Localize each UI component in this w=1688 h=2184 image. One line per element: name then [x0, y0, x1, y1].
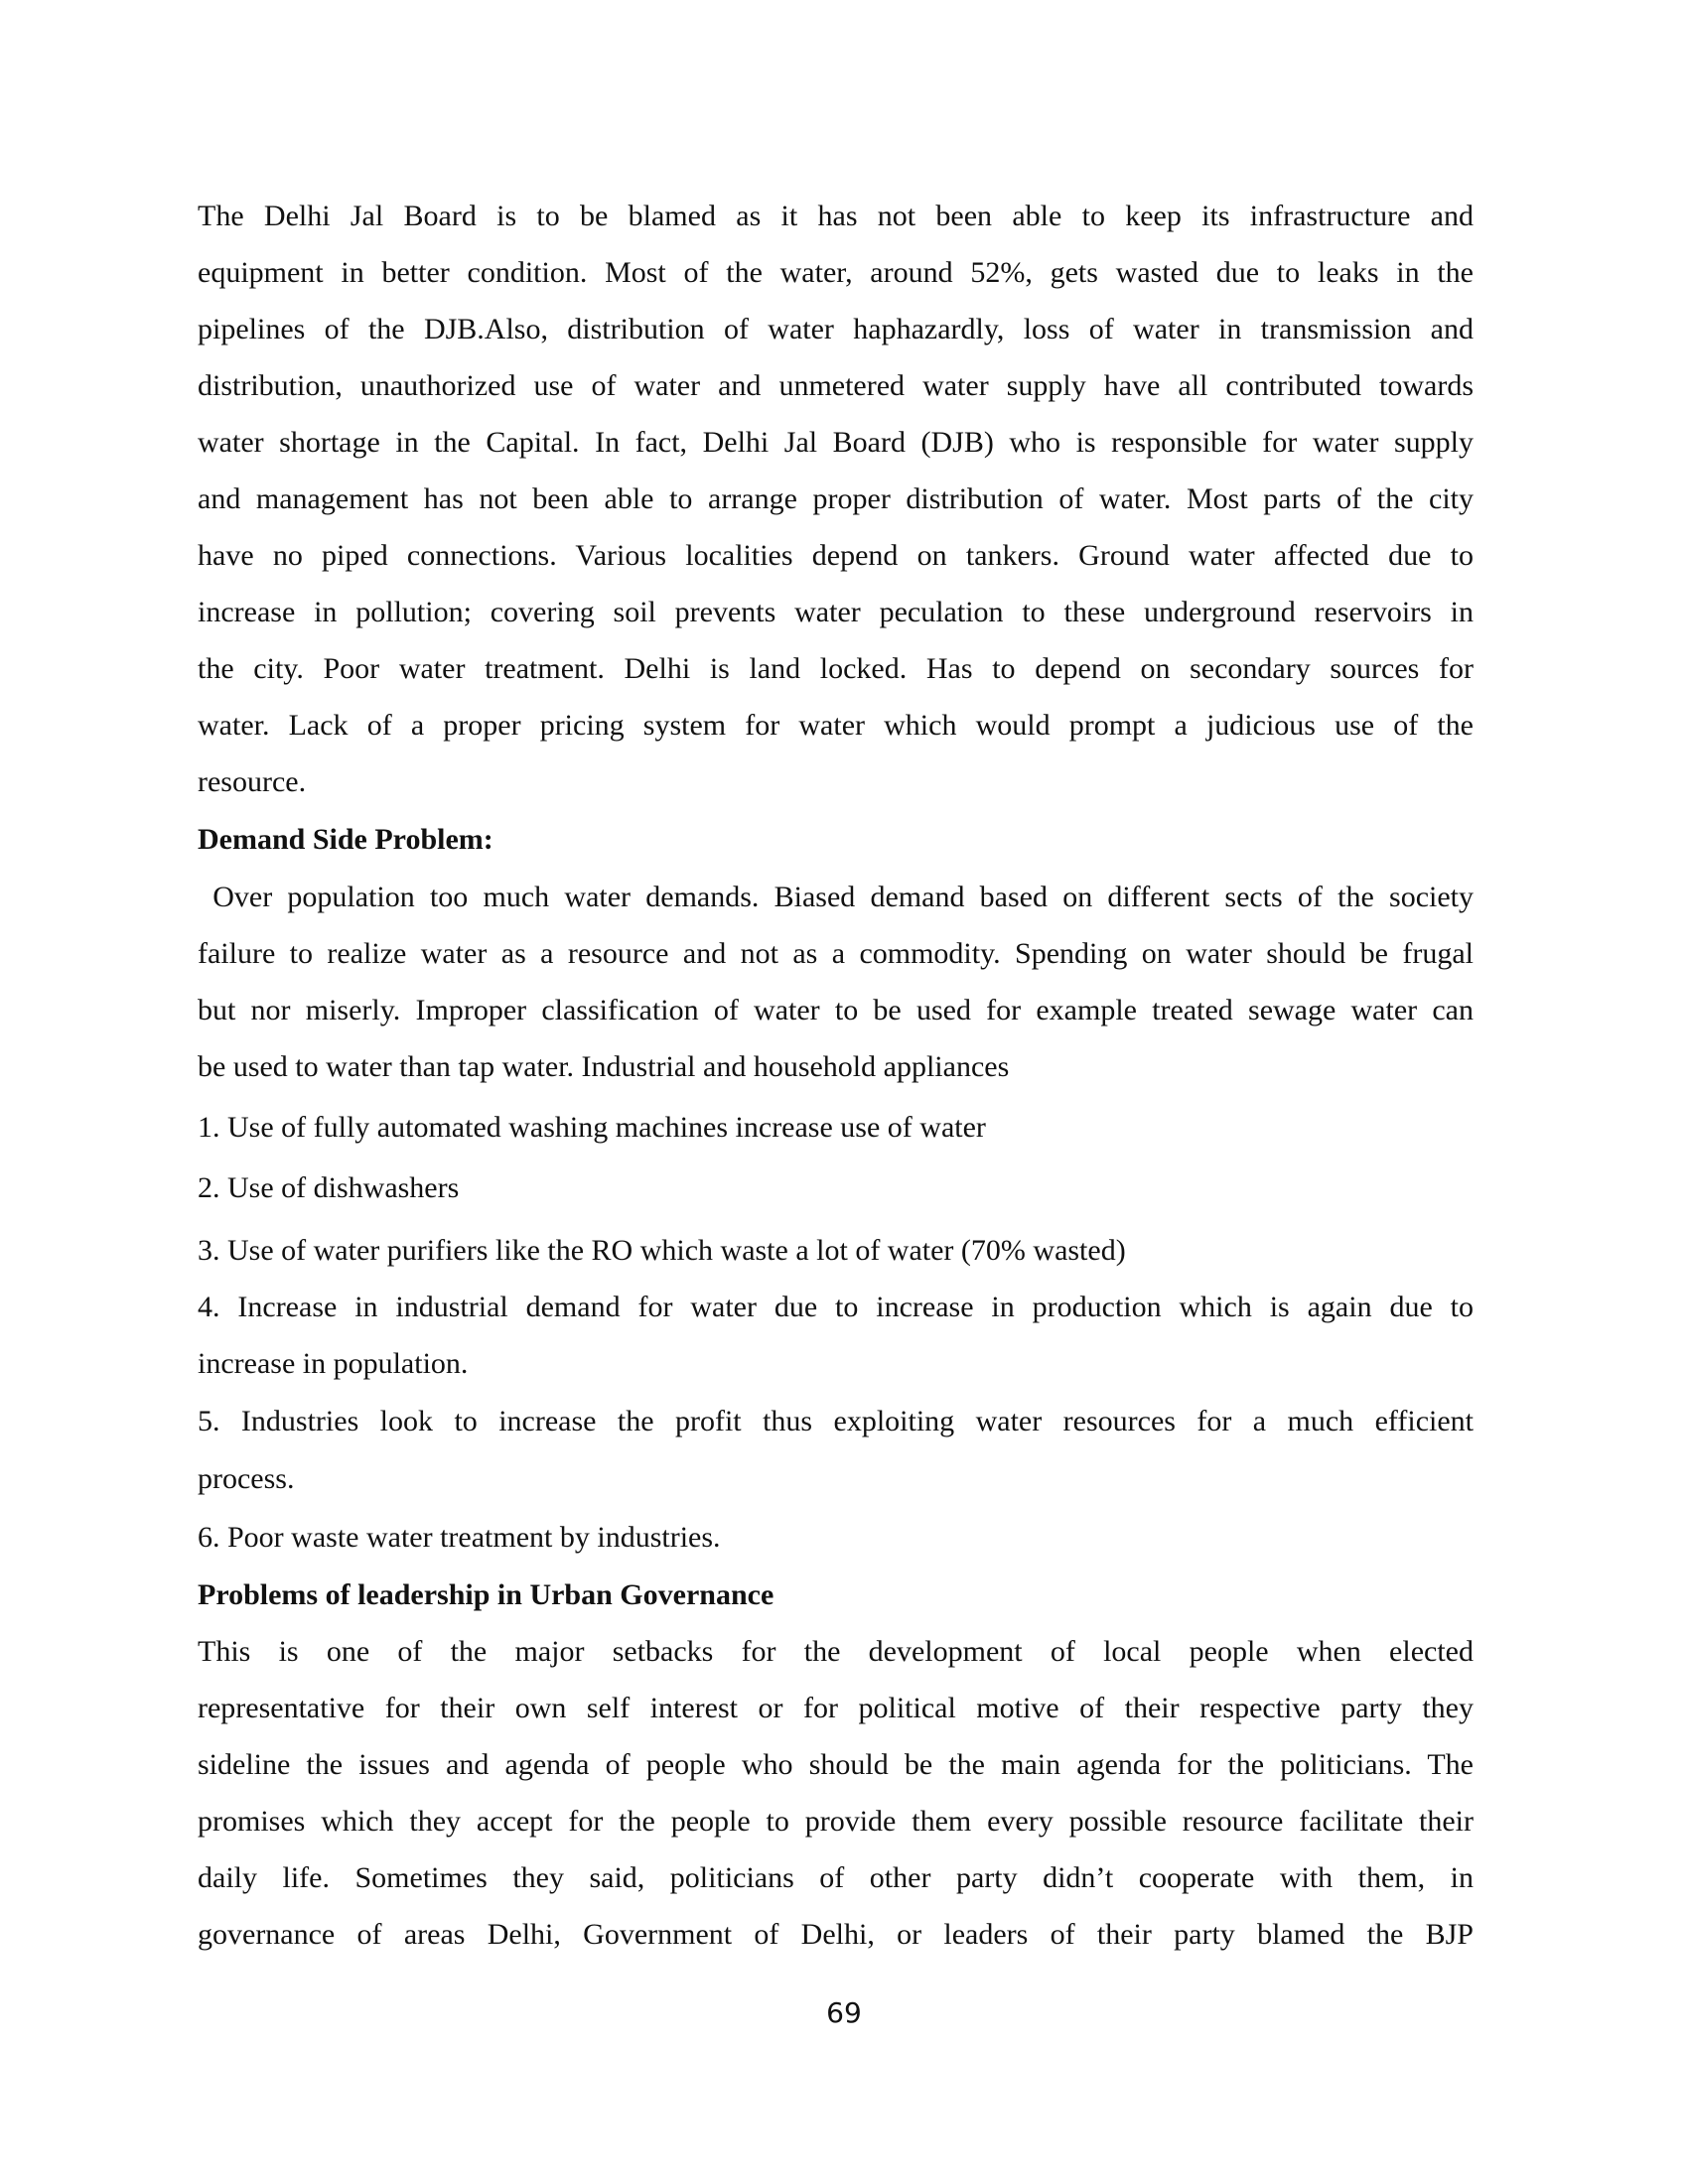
list-item: 2. Use of dishwashers [198, 1171, 460, 1204]
paragraph-1-line: distribution, unauthorized use of water and unmetered water supply have all contributed towards [198, 369, 1474, 402]
page-number: 69 [826, 1996, 862, 2029]
paragraph-1-line: increase in pollution; covering soil prevents water peculation to these underground reservoirs in [198, 596, 1474, 628]
list-item-continuation: increase in population. [198, 1347, 469, 1380]
paragraph-1-line: equipment in better condition. Most of the water, around 52%, gets wasted due to leaks in the [198, 256, 1474, 289]
paragraph-2-line: Over population too much water demands. Biased demand based on different sects of the society [198, 881, 1474, 913]
list-item: 4. Increase in industrial demand for water due to increase in production which is again due to [198, 1291, 1474, 1323]
paragraph-3-line: daily life. Sometimes they said, politicians of other party didn’t cooperate with them, in [198, 1861, 1474, 1894]
paragraph-3-line: sideline the issues and agenda of people who should be the main agenda for the politicians. The [198, 1748, 1474, 1781]
list-item-continuation: process. [198, 1462, 295, 1495]
paragraph-3-line: representative for their own self interest or for political motive of their respective party they [198, 1692, 1474, 1724]
paragraph-3-line: promises which they accept for the people to provide them every possible resource facilitate their [198, 1805, 1474, 1838]
list-item: 5. Industries look to increase the profit thus exploiting water resources for a much efficient [198, 1405, 1474, 1437]
paragraph-1-line: have no piped connections. Various localities depend on tankers. Ground water affected due to [198, 539, 1474, 572]
paragraph-2-line: failure to realize water as a resource and not as a commodity. Spending on water should be frugal [198, 937, 1474, 970]
paragraph-1-line: the city. Poor water treatment. Delhi is land locked. Has to depend on secondary sources for [198, 652, 1474, 685]
paragraph-1-line: The Delhi Jal Board is to be blamed as it has not been able to keep its infrastructure and [198, 200, 1474, 232]
section-heading-leadership: Problems of leadership in Urban Governance [198, 1578, 774, 1611]
paragraph-1-line: and management has not been able to arrange proper distribution of water. Most parts of the city [198, 482, 1474, 515]
paragraph-2-line: but nor miserly. Improper classification of water to be used for example treated sewage water can [198, 994, 1474, 1026]
paragraph-3-line: This is one of the major setbacks for the development of local people when elected [198, 1635, 1474, 1668]
paragraph-1-line: water. Lack of a proper pricing system for water which would prompt a judicious use of the [198, 709, 1474, 742]
paragraph-1-line: pipelines of the DJB.Also, distribution of water haphazardly, loss of water in transmission and [198, 313, 1474, 345]
list-item: 1. Use of fully automated washing machines increase use of water [198, 1111, 986, 1144]
list-item: 6. Poor waste water treatment by industries. [198, 1521, 721, 1554]
paragraph-3-line: governance of areas Delhi, Government of Delhi, or leaders of their party blamed the BJP [198, 1918, 1474, 1951]
paragraph-1-line: resource. [198, 765, 307, 798]
paragraph-2-line: be used to water than tap water. Industrial and household appliances [198, 1050, 1010, 1083]
section-heading-demand: Demand Side Problem: [198, 823, 493, 856]
list-item: 3. Use of water purifiers like the RO which waste a lot of water (70% wasted) [198, 1234, 1126, 1267]
paragraph-1-line: water shortage in the Capital. In fact, Delhi Jal Board (DJB) who is responsible for water supply [198, 426, 1474, 459]
